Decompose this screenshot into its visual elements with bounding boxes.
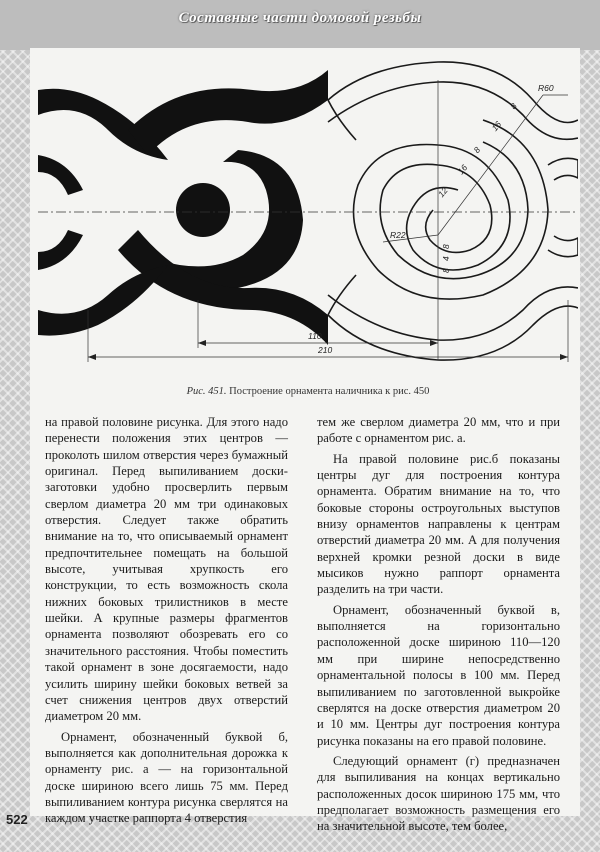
- ornament-figure: [38, 60, 578, 380]
- figure-caption: [38, 386, 578, 397]
- left-column: [45, 414, 288, 827]
- right-column: [317, 414, 560, 835]
- dim-16-b: 16: [489, 119, 504, 133]
- arrow-110-right: [430, 340, 438, 346]
- dim-r60: R60: [538, 83, 554, 93]
- dim-8-d: 8: [441, 268, 451, 273]
- dim-12: 12: [435, 185, 450, 200]
- dim-r22: R22: [390, 230, 406, 240]
- dim-16-a: 16: [455, 162, 470, 177]
- dim-110: 110: [308, 331, 322, 341]
- spiral-inner: [380, 142, 528, 279]
- running-title: Составные части домовой резьбы: [178, 10, 422, 26]
- dim-8-b: 8: [508, 101, 519, 112]
- left-paragraph-2: Орнамент, обозначенный буквой б, выполняется как дополнительная дорожка к орнаменту рис. а — на горизонтальной доске шириною всего лишь 75 мм. Перед выпиливанием контура рисунка сверлятся на каждом участке раппорта 4 отверстия: [45, 729, 288, 826]
- right-paragraph-2: На правой половине рис.б показаны центры дуг для построения контура орнамента. Обратим внимание на то, что боковые стороны остроугольных выступов внизу орнаментов направлены к центрам отверстий диаметра 20 мм. А для получения верхней кромки резной доски в виде мысиков нужно раппорт орнамента разделить на три части.: [317, 451, 560, 597]
- caption-number: Рис. 451.: [186, 386, 227, 397]
- upper-wave: [128, 70, 328, 155]
- caption-text: Построение орнамента наличника к рис. 450: [229, 386, 430, 397]
- right-hook-bottom: [548, 236, 578, 257]
- left-hook-top: [38, 155, 83, 195]
- right-paragraph-1: тем же сверлом диаметра 20 мм, что и при работе с орнаментом рис. а.: [317, 415, 560, 446]
- page-number: 522: [6, 812, 28, 827]
- arrow-210-right: [560, 354, 568, 360]
- dim-210: 210: [318, 345, 333, 355]
- dim-8-c: 8: [441, 244, 451, 249]
- dim-8-a: 8: [471, 144, 483, 155]
- ornament-left-solid: [38, 70, 328, 345]
- arrow-210-left: [88, 354, 96, 360]
- outer-arc-bottom-inner: [328, 287, 578, 340]
- center-dot: [176, 183, 230, 237]
- right-paragraph-3: Орнамент, обозначенный буквой в, выполняется на горизонтально расположенной доске шириною 110—120 мм при ширине непосредственно орнаментальной полосы в 100 мм. Перед выпиливанием по заготовленной выкройке сверлятся на доске отверстия диаметром 20 и 10 мм. Центры дуг построения контура рисунка показаны на его правой половине.: [317, 602, 560, 748]
- right-paragraph-4: Следующий орнамент (г) предназначен для выпиливания на концах вертикально расположенных досок шириною 175 мм, что предполагает возможность размещения его на значительной высоте, тем более,: [317, 753, 560, 834]
- left-cusp-bottom: [328, 275, 356, 315]
- outer-arc-bottom: [328, 306, 578, 360]
- left-paragraph-1: на правой половине рисунка. Для этого надо перенести положения этих центров — проколоть шилом отверстия через бумажный оригинал. Перед выпиливанием доски-заготовки удобно просверлить первым сверлом диаметра 20 мм три одинаковых отверстия. Следует также обратить внимание на то, что описываемый орнамент предпочтительнее помещать на большой высоте, учитывая хрупкость его конструкции, то есть возможность скола нижних боковых трилистников в месте шейки. А крупные размеры фрагментов орнамента позволяют обозревать его со значительного расстояния. Чтобы поместить такой орнамент в зоне досягаемости, надо усилить ширину шейки боковых ветвей за счет снижения центров двух отверстий диаметром 20 мм.: [45, 415, 288, 724]
- dim-4: 4: [441, 256, 451, 261]
- left-hook-bottom: [38, 230, 83, 270]
- bottom-left-arc: [38, 265, 168, 336]
- ornament-right-outline: [328, 62, 578, 360]
- right-hook-top: [548, 158, 578, 180]
- arrow-110-left: [198, 340, 206, 346]
